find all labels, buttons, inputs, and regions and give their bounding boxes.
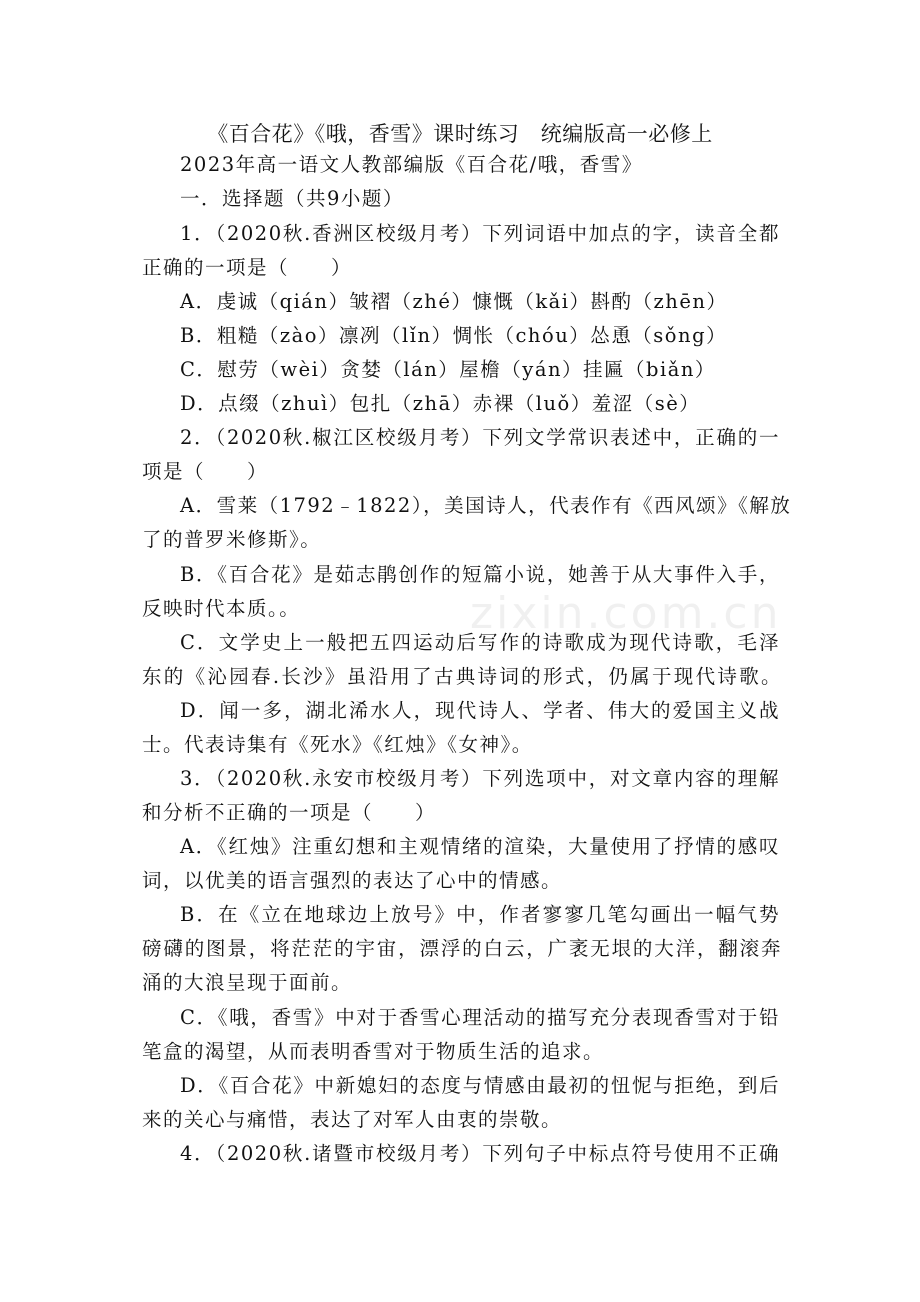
question-3-stem-line-2: 和分析不正确的一项是（ ） <box>142 801 437 824</box>
question-3-option-d-line-2: 来的关心与痛惜，表达了对军人由衷的崇敬。 <box>142 1108 563 1131</box>
question-2-option-c-line-1: C．文学史上一般把五四运动后写作的诗歌成为现代诗歌，毛泽 <box>180 631 780 654</box>
question-2-option-a-line-2: 了的普罗米修斯》。 <box>142 528 322 551</box>
question-3-option-b-line-2: 磅礴的图景，将茫茫的宇宙，漂浮的白云，广袤无垠的大洋，翻滚奔 <box>142 937 782 960</box>
question-3-option-a-line-1: A．《红烛》注重幻想和主观情绪的渲染，大量使用了抒情的感叹 <box>180 835 780 858</box>
question-3-option-d-line-1: D．《百合花》中新媳妇的态度与情感由最初的忸怩与拒绝，到后 <box>180 1074 780 1097</box>
document-subtitle: 2023年高一语文人教部编版《百合花/哦，香雪》 <box>180 153 643 176</box>
document-title: 《百合花》《哦，香雪》课时练习 统编版高一必修上 <box>207 122 713 146</box>
question-3-option-b-line-3: 涌的大浪呈现于面前。 <box>142 971 353 994</box>
question-2-option-c-line-2: 东的《沁园春.长沙》虽沿用了古典诗词的形式，仍属于现代诗歌。 <box>142 665 782 688</box>
question-1-stem-line-1: 1．（2020秋.香洲区校级月考）下列词语中加点的字，读音全都 <box>180 222 780 245</box>
question-2-option-b-line-2: 反映时代本质。。 <box>142 597 301 620</box>
question-3-option-c-line-2: 笔盒的渴望，从而表明香雪对于物质生活的追求。 <box>142 1040 605 1063</box>
question-1-option-c: C．慰劳（wèi）贪婪（lán）屋檐（yán）挂匾（biǎn） <box>180 358 716 381</box>
question-3-option-a-line-2: 词，以优美的语言强烈的表达了心中的情感。 <box>142 869 563 892</box>
question-2-option-a-line-1: A．雪莱（1792﹣1822），美国诗人，代表作有《西风颂》《解放 <box>180 494 792 517</box>
question-1-option-d: D．点缀（zhuì）包扎（zhā）赤裸（luǒ）羞涩（sè） <box>180 392 701 415</box>
question-1-stem-line-2: 正确的一项是（ ） <box>142 256 353 279</box>
question-2-option-b-line-1: B．《百合花》是茹志鹃创作的短篇小说，她善于从大事件入手， <box>180 563 780 586</box>
question-3-stem-line-1: 3．（2020秋.永安市校级月考）下列选项中，对文章内容的理解 <box>180 767 780 790</box>
question-1-option-b: B．粗糙（zào）凛冽（lǐn）惆怅（chóu）怂恿（sǒng） <box>180 324 728 347</box>
question-2-stem-line-2: 项是（ ） <box>142 460 269 483</box>
question-2-stem-line-1: 2．（2020秋.椒江区校级月考）下列文学常识表述中，正确的一 <box>180 426 780 449</box>
question-3-option-b-line-1: B．在《立在地球边上放号》中，作者寥寥几笔勾画出一幅气势 <box>180 903 780 926</box>
question-2-option-d-line-2: 士。代表诗集有《死水》《红烛》《女神》。 <box>142 733 533 756</box>
question-1-option-a: A．虔诚（qián）皱褶（zhé）慷慨（kǎi）斟酌（zhēn） <box>180 290 728 313</box>
watermark: zixin.com.cn <box>470 588 782 639</box>
question-2-option-d-line-1: D．闻一多，湖北浠水人，现代诗人、学者、伟大的爱国主义战 <box>180 699 780 722</box>
question-3-option-c-line-1: C．《哦，香雪》中对于香雪心理活动的描写充分表现香雪对于铅 <box>180 1006 780 1029</box>
question-4-stem-line-1: 4．（2020秋.诸暨市校级月考）下列句子中标点符号使用不正确 <box>180 1142 780 1165</box>
section-heading: 一．选择题（共9小题） <box>180 187 404 210</box>
